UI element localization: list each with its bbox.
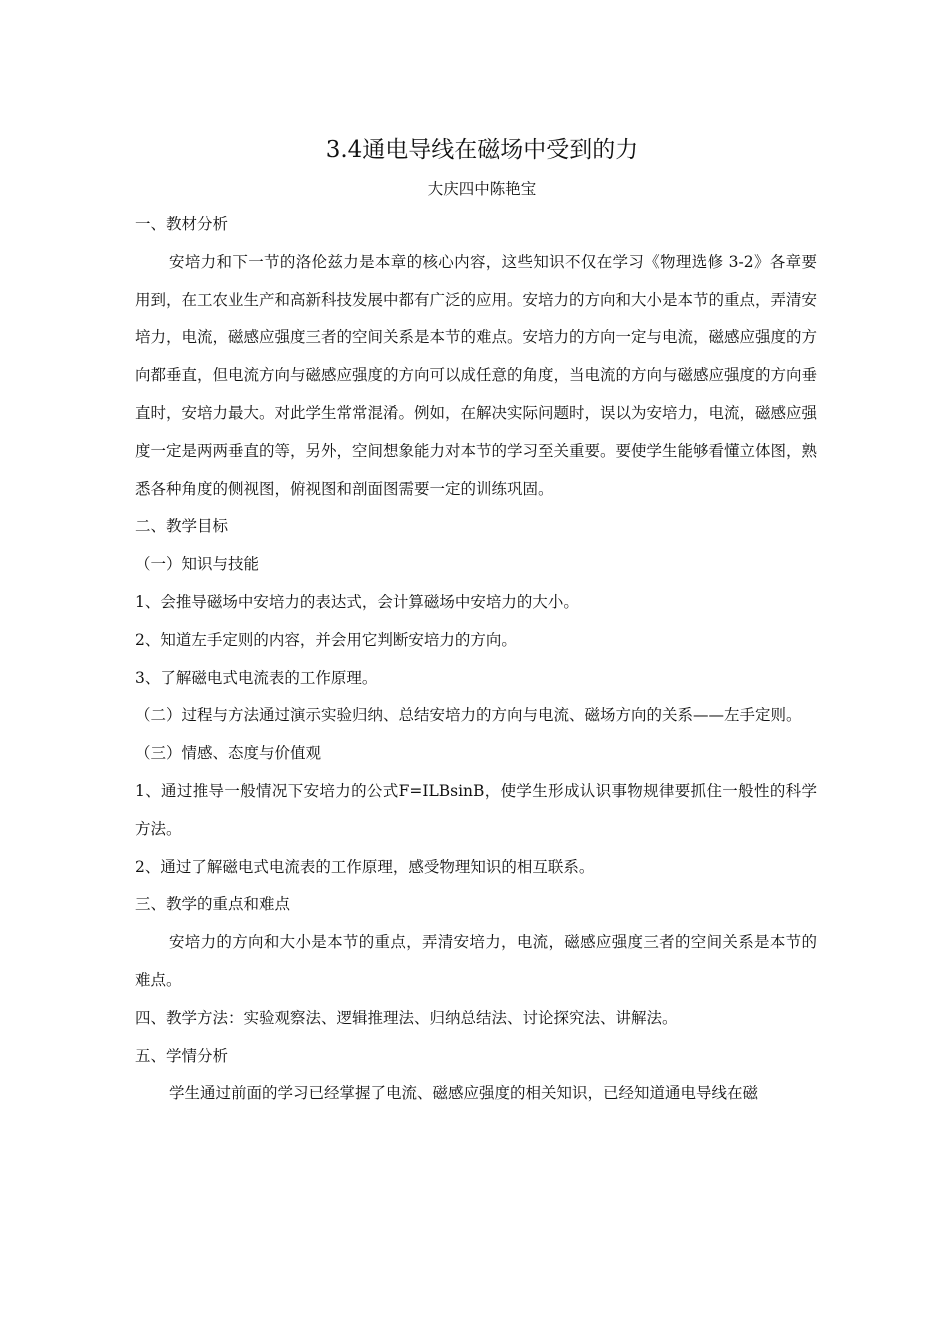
- section-heading-student-analysis: 五、学情分析: [135, 1046, 229, 1065]
- section-heading-key-points: 三、教学的重点和难点: [135, 895, 291, 914]
- document-page: [135, 134, 817, 1113]
- paragraph-materials-analysis: 安培力和下一节的洛伦兹力是本章的核心内容，这些知识不仅在学习《物理选修 3-2》各章要用到，在工农业生产和高新科技发展中都有广泛的应用。安培力的方向和大小是本节的重点，弄清安培力，电流，磁感应强度三者的空间关系是本节的难点。安培力的方向一定与电流，磁感应强度的方向都垂直，但电流方向与磁感应强度的方向可以成任意的角度，当电流的方向与磁感应强度的方向垂直时，安培力最大。对此学生常常混淆。例如，在解决实际问题时，误以为安培力，电流，磁感应强度一定是两两垂直的等，另外，空间想象能力对本节的学习至关重要。要使学生能够看懂立体图，熟悉各种角度的侧视图，俯视图和剖面图需要一定的训练巩固。: [135, 252, 818, 498]
- subheading-emotion-values: （三）情感、态度与价值观: [135, 744, 322, 763]
- paragraph-key-points: 安培力的方向和大小是本节的重点，弄清安培力，电流，磁感应强度三者的空间关系是本节的难点。: [135, 933, 817, 989]
- value-item-2: 2、通过了解磁电式电流表的工作原理，感受物理知识的相互联系。: [135, 857, 595, 876]
- page-title: 3.4通电导线在磁场中受到的力: [325, 137, 639, 163]
- paragraph-student-analysis: 学生通过前面的学习已经掌握了电流、磁感应强度的相关知识，已经知道通电导线在磁: [169, 1084, 759, 1103]
- objective-item-1: 1、会推导磁场中安培力的表达式，会计算磁场中安培力的大小。: [135, 592, 579, 611]
- objective-item-3: 3、了解磁电式电流表的工作原理。: [135, 668, 378, 687]
- subheading-knowledge-skills: （一）知识与技能: [135, 555, 260, 574]
- value-item-1: 1、通过推导一般情况下安培力的公式F=ILBsinB，使学生形成认识事物规律要抓住一般性的科学方法。: [135, 781, 817, 838]
- objective-item-2: 2、知道左手定则的内容，并会用它判断安培力的方向。: [135, 630, 517, 649]
- author-line: 大庆四中陈艳宝: [427, 180, 537, 198]
- section-heading-objectives: 二、教学目标: [135, 517, 229, 536]
- subheading-process-methods: （二）过程与方法通过演示实验归纳、总结安培力的方向与电流、磁场方向的关系——左手定则。: [135, 706, 802, 725]
- section-heading-methods: 四、教学方法：实验观察法、逻辑推理法、归纳总结法、讨论探究法、讲解法。: [135, 1008, 678, 1027]
- section-heading-materials: 一、教材分析: [135, 215, 229, 233]
